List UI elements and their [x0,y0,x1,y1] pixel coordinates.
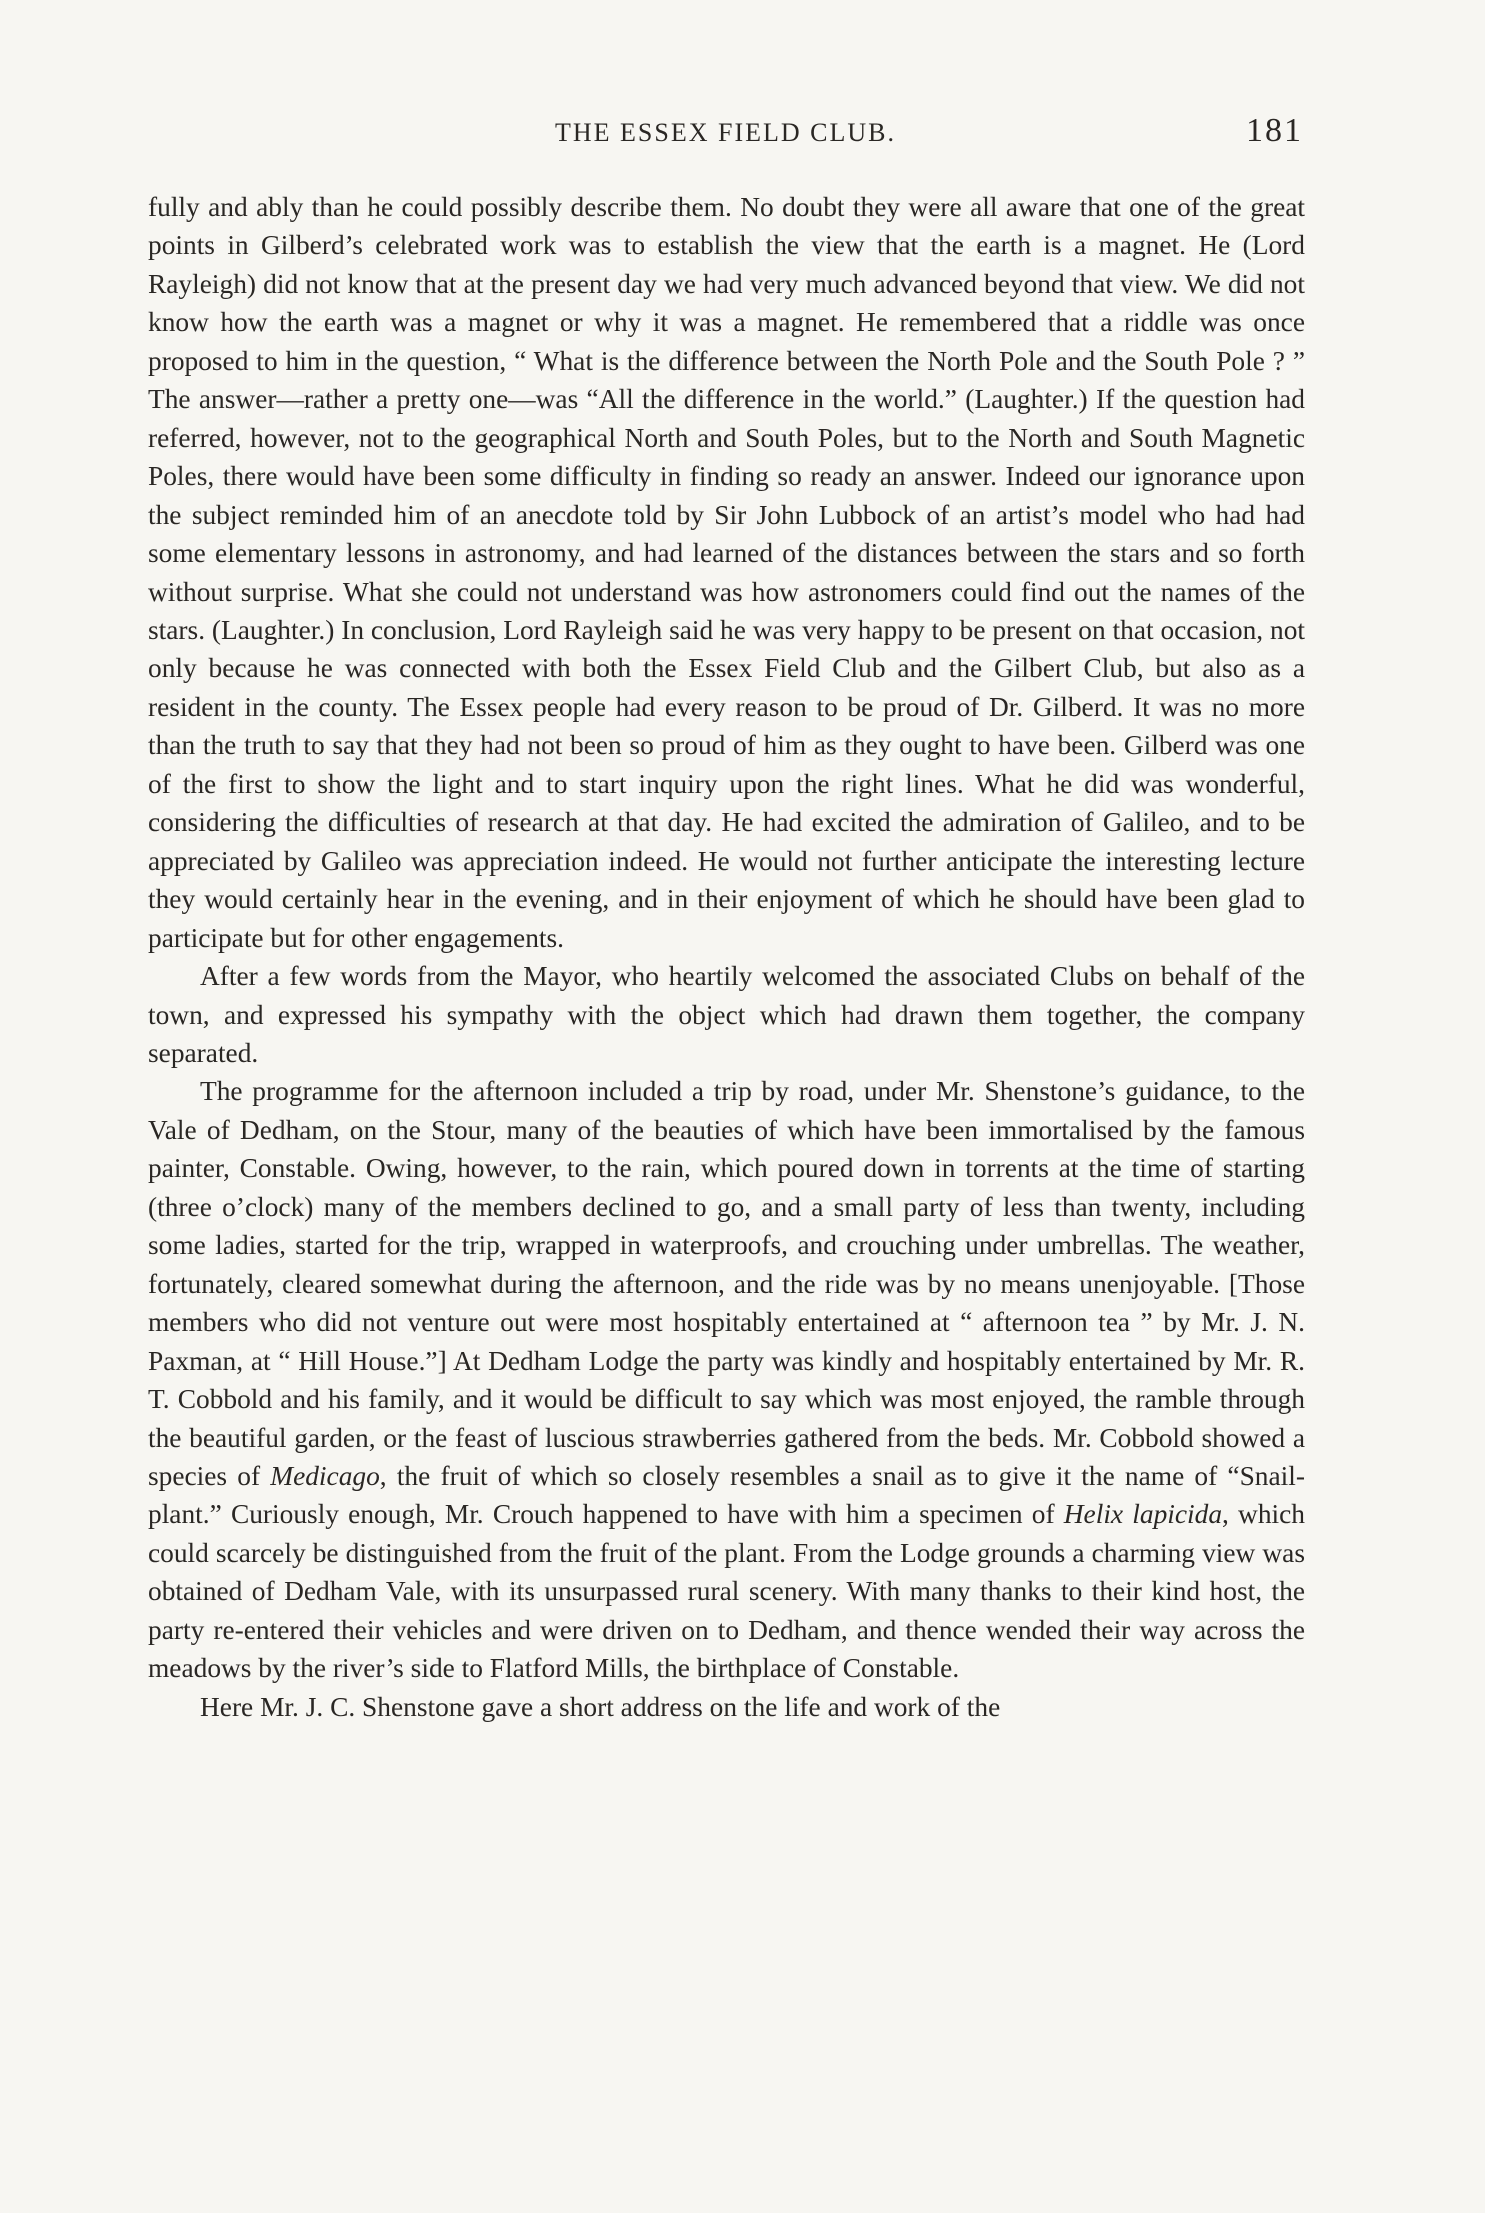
paragraph [148,1072,1305,1687]
paragraph-text: The programme for the afternoon included a trip by road, under Mr. Shenstone’s guidance, to the Vale of Dedham, on the Stour, many of the beauties of which have been immortalised by the famous painter, Constable. Owing, however, to the rain, which poured down in torrents at the time of starting (three o’clock) many of the members declined to go, and a small party of less than twenty, including some ladies, started for the trip, wrapped in waterproofs, and crouching under umbrellas. The weather, fortunately, cleared somewhat during the afternoon, and the ride was by no means unenjoyable. [Those members who did not venture out were most hospitably entertained at “ afternoon tea ” by Mr. J. N. Paxman, at “ Hill House.”] At Dedham Lodge the party was kindly and hospitably entertained by Mr. R. T. Cobbold and his family, and it would be difficult to say which was most enjoyed, the ramble through the beautiful garden, or the feast of luscious strawberries gathered from the beds. Mr. Cobbold showed a species of [148,1076,1305,1491]
page-number: 181 [1246,112,1303,149]
paragraph-text: After a few words from the Mayor, who heartily welcomed the associated Clubs on behalf of the town, and expressed his sympathy with the object which had drawn them together, the company separated. [148,961,1305,1068]
paragraph [148,188,1305,957]
paragraph-text: Here Mr. J. C. Shenstone gave a short address on the life and work of the [200,1691,1001,1722]
body-text [148,188,1305,1726]
paragraph-text: , which could scarcely be distinguished from the fruit of the plant. From the Lodge grounds a charming view was obtained of Dedham Vale, with its unsurpassed rural scenery. With many thanks to their kind host, the party re-entered their vehicles and were driven on to Dedham, and thence wended their way across the meadows by the river’s side to Flatford Mills, the birthplace of Constable. [148,1499,1305,1684]
paragraph-text: , the fruit of which so closely resembles a snail as to give it the name of “Snail-plant.” Curiously enough, Mr. Crouch happened to have with him a specimen of [148,1460,1305,1530]
paragraph [148,1688,1305,1726]
paragraph [148,957,1305,1072]
italic-taxon-name: Helix lapicida [1063,1499,1223,1530]
italic-taxon-name: Medicago [270,1460,380,1491]
paragraph-text: fully and ably than he could possibly describe them. No doubt they were all aware that one of the great points in Gilberd’s celebrated work was to establish the view that the earth is a magnet. He (Lord Rayleigh) did not know that at the present day we had very much advanced beyond that view. We did not know how the earth was a magnet or why it was a magnet. He remembered that a riddle was once proposed to him in the question, “ What is the difference between the North Pole and the South Pole ? ” The answer—rather a pretty one—was “All the difference in the world.” (Laughter.) If the question had referred, however, not to the geographical North and South Poles, but to the North and South Magnetic Poles, there would have been some difficulty in finding so ready an answer. Indeed our ignorance upon the subject reminded him of an anecdote told by Sir John Lubbock of an artist’s model who had had some elementary lessons in astronomy, and had learned of the distances between the stars and so forth without surprise. What she could not understand was how astronomers could find out the names of the stars. (Laughter.) In conclusion, Lord Rayleigh said he was very happy to be present on that occasion, not only because he was connected with both the Essex Field Club and the Gilbert Club, but also as a resident in the county. The Essex people had every reason to be proud of Dr. Gilberd. It was no more than the truth to say that they had not been so proud of him as they ought to have been. Gilberd was one of the first to show the light and to start inquiry upon the right lines. What he did was wonderful, considering the difficulties of research at that day. He had excited the admiration of Galileo, and to be appreciated by Galileo was appreciation indeed. He would not further anticipate the interesting lecture they would certainly hear in the evening, and in their enjoyment of which he should have been glad to participate but for other engagements. [148,192,1305,953]
running-head [148,112,1303,152]
running-title: THE ESSEX FIELD CLUB. [555,118,896,147]
